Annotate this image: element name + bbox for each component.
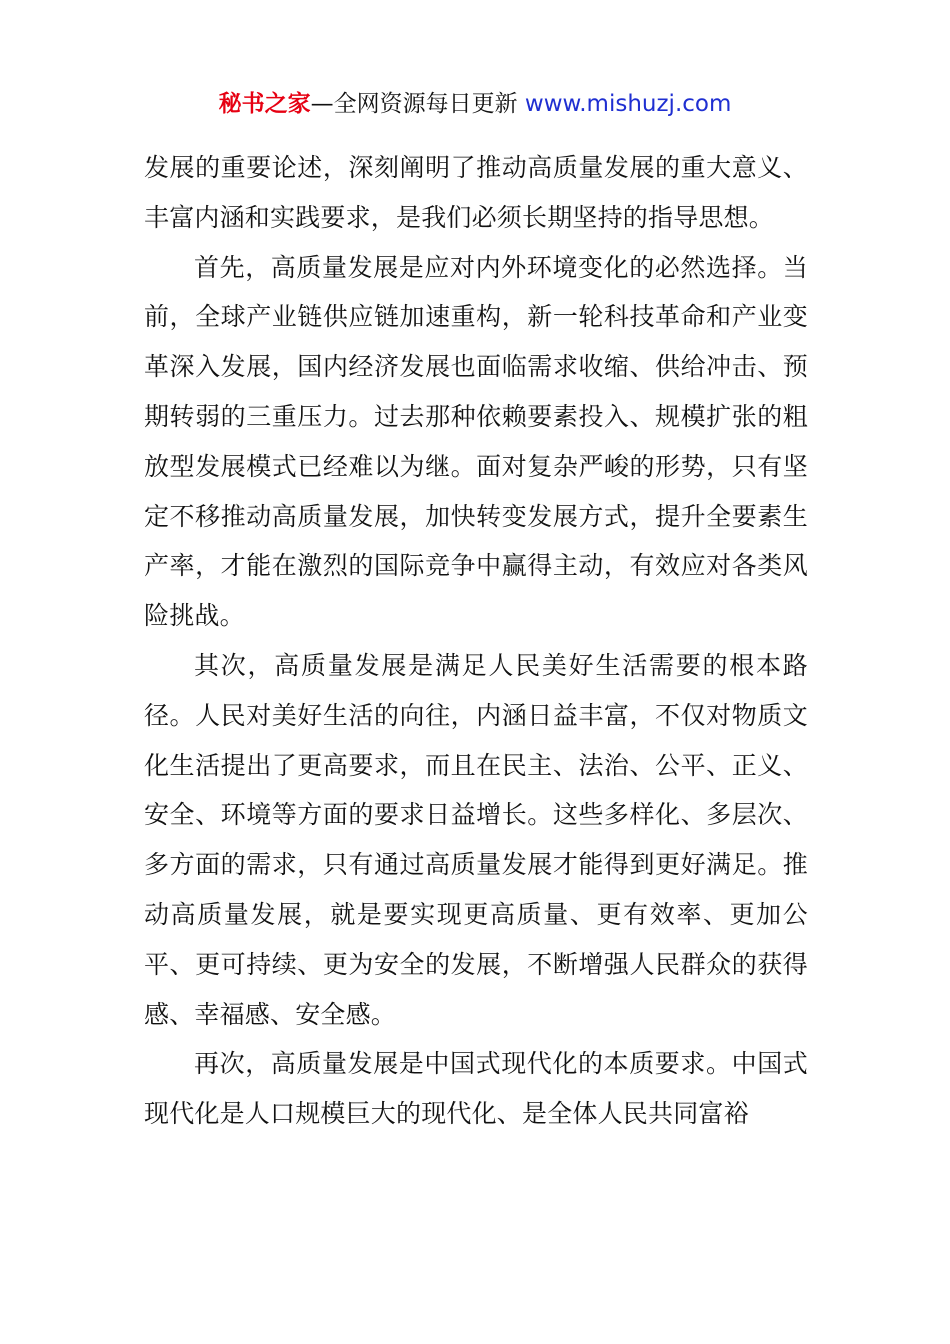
site-tagline: —全网资源每日更新 [310,91,518,117]
paragraph-third: 再次，高质量发展是中国式现代化的本质要求。中国式现代化是人口规模巨大的现代化、是全体人民共同富裕 [144,1049,808,1129]
paragraph-second: 其次，高质量发展是满足人民美好生活需要的根本路径。人民对美好生活的向往，内涵日益丰富，不仅对物质文化生活提出了更高要求，而且在民主、法治、公平、正义、安全、环境等方面的要求日益增长。这些多样化、多层次、多方面的需求，只有通过高质量发展才能得到更好满足。推动高质量发展，就是要实现更高质量、更有效率、更加公平、更可持续、更为安全的发展，不断增强人民群众的获得感、幸福感、安全感。 [144,650,808,1029]
document-body [144,143,808,1139]
site-url-link[interactable]: www.mishuzj.com [524,91,732,117]
site-brand: 秘书之家 [218,91,311,117]
paragraph-first: 首先，高质量发展是应对内外环境变化的必然选择。当前，全球产业链供应链加速重构，新一轮科技革命和产业变革深入发展，国内经济发展也面临需求收缩、供给冲击、预期转弱的三重压力。过去那种依赖要素投入、规模扩张的粗放型发展模式已经难以为继。面对复杂严峻的形势，只有坚定不移推动高质量发展，加快转变发展方式，提升全要素生产率，才能在激烈的国际竞争中赢得主动，有效应对各类风险挑战。 [144,252,808,631]
paragraph-continued: 发展的重要论述，深刻阐明了推动高质量发展的重大意义、丰富内涵和实践要求，是我们必须长期坚持的指导思想。 [144,153,808,232]
page-header [0,86,950,122]
